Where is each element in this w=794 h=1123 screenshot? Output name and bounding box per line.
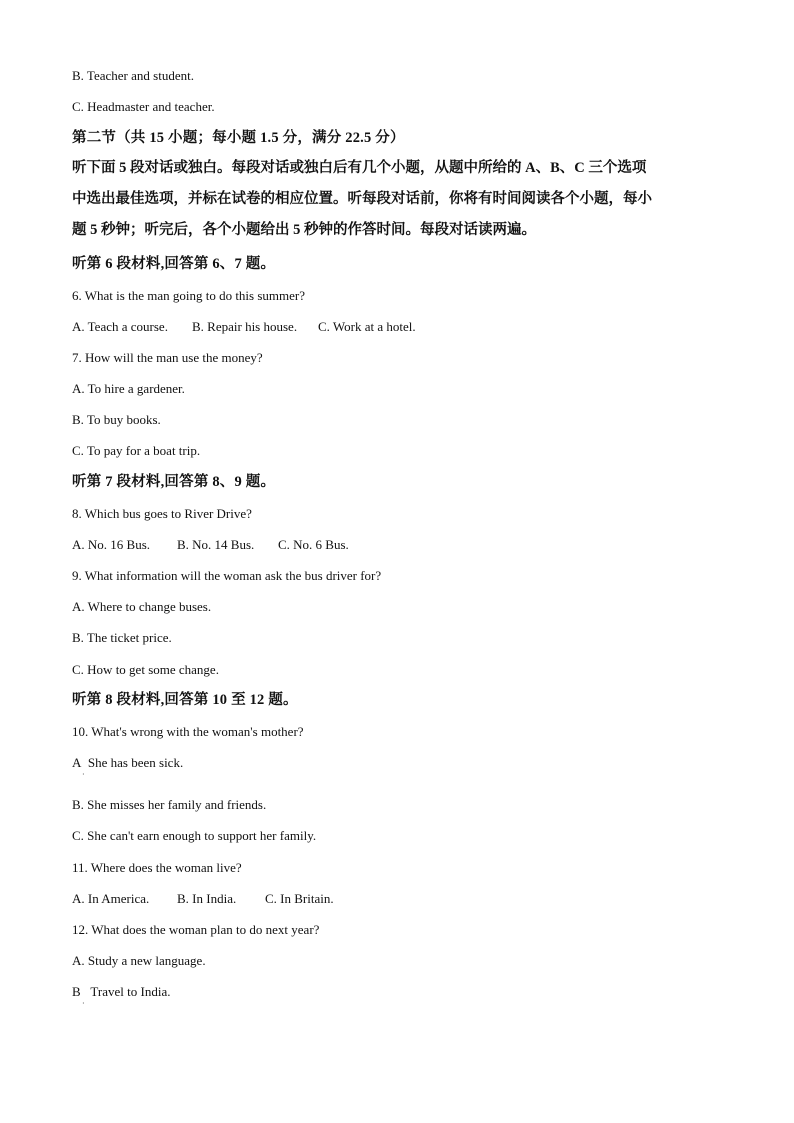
- q12-option-b-text: Travel to India.: [90, 984, 171, 999]
- material-8-heading: 听第 8 段材料,回答第 10 至 12 题。: [72, 692, 298, 708]
- q6-option-c: C. Work at a hotel.: [318, 319, 416, 334]
- instructions-line-1: 听下面 5 段对话或独白。每段对话或独白后有几个小题，从题中所给的 A、B、C 三个选项: [72, 160, 647, 176]
- q12-option-b-letter: B: [72, 984, 81, 999]
- q9-option-c: C. How to get some change.: [72, 662, 219, 677]
- question-8: 8. Which bus goes to River Drive?: [72, 506, 252, 521]
- question-8-options: [72, 537, 349, 553]
- question-6: 6. What is the man going to do this summer?: [72, 288, 306, 303]
- q10-option-c: C. She can't earn enough to support her family.: [72, 828, 317, 843]
- q8-option-c: C. No. 6 Bus.: [278, 537, 349, 552]
- q10-option-a-text: She has been sick.: [87, 755, 184, 770]
- q10-option-a: [72, 755, 183, 771]
- question-11: 11. Where does the woman live?: [72, 860, 242, 875]
- instructions: [72, 153, 722, 246]
- question-7: 7. How will the man use the money?: [72, 350, 263, 365]
- stray-dot-mark: ·: [82, 770, 85, 779]
- q9-option-b: B. The ticket price.: [72, 630, 172, 645]
- q12-option-b: [72, 984, 170, 1000]
- q5-option-b: B. Teacher and student.: [72, 68, 194, 83]
- q11-option-b: B. In India.: [177, 891, 237, 906]
- question-9: 9. What information will the woman ask the bus driver for?: [72, 568, 382, 583]
- q6-option-b: B. Repair his house.: [192, 319, 298, 334]
- q7-option-c: C. To pay for a boat trip.: [72, 443, 201, 458]
- q8-option-b: B. No. 14 Bus.: [177, 537, 255, 552]
- stray-dot-mark: ·: [82, 999, 85, 1008]
- q6-option-a: A. Teach a course.: [72, 319, 168, 334]
- question-10: 10. What's wrong with the woman's mother?: [72, 724, 304, 739]
- material-6-heading: 听第 6 段材料,回答第 6、7 题。: [72, 256, 276, 272]
- instructions-line-2: 中选出最佳选项，并标在试卷的相应位置。听每段对话前，你将有时间阅读各个小题，每小: [72, 191, 652, 207]
- question-6-options: [72, 319, 416, 335]
- question-12: 12. What does the woman plan to do next year?: [72, 922, 320, 937]
- instructions-line-3: 题 5 秒钟；听完后，各个小题给出 5 秒钟的作答时间。每段对话读两遍。: [72, 222, 536, 238]
- q7-option-b: B. To buy books.: [72, 412, 161, 427]
- material-7-heading: 听第 7 段材料,回答第 8、9 题。: [72, 474, 276, 490]
- q11-option-a: A. In America.: [72, 891, 150, 906]
- q8-option-a: A. No. 16 Bus.: [72, 537, 151, 552]
- q9-option-a: A. Where to change buses.: [72, 599, 212, 614]
- question-11-options: [72, 891, 334, 907]
- q5-option-c: C. Headmaster and teacher.: [72, 99, 215, 114]
- q11-option-c: C. In Britain.: [265, 891, 334, 906]
- q7-option-a: A. To hire a gardener.: [72, 381, 185, 396]
- section-title: 第二节（共 15 小题；每小题 1.5 分，满分 22.5 分）: [72, 130, 405, 146]
- q10-option-b: B. She misses her family and friends.: [72, 797, 267, 812]
- q10-option-a-letter: A: [72, 755, 82, 770]
- q12-option-a: A. Study a new language.: [72, 953, 206, 968]
